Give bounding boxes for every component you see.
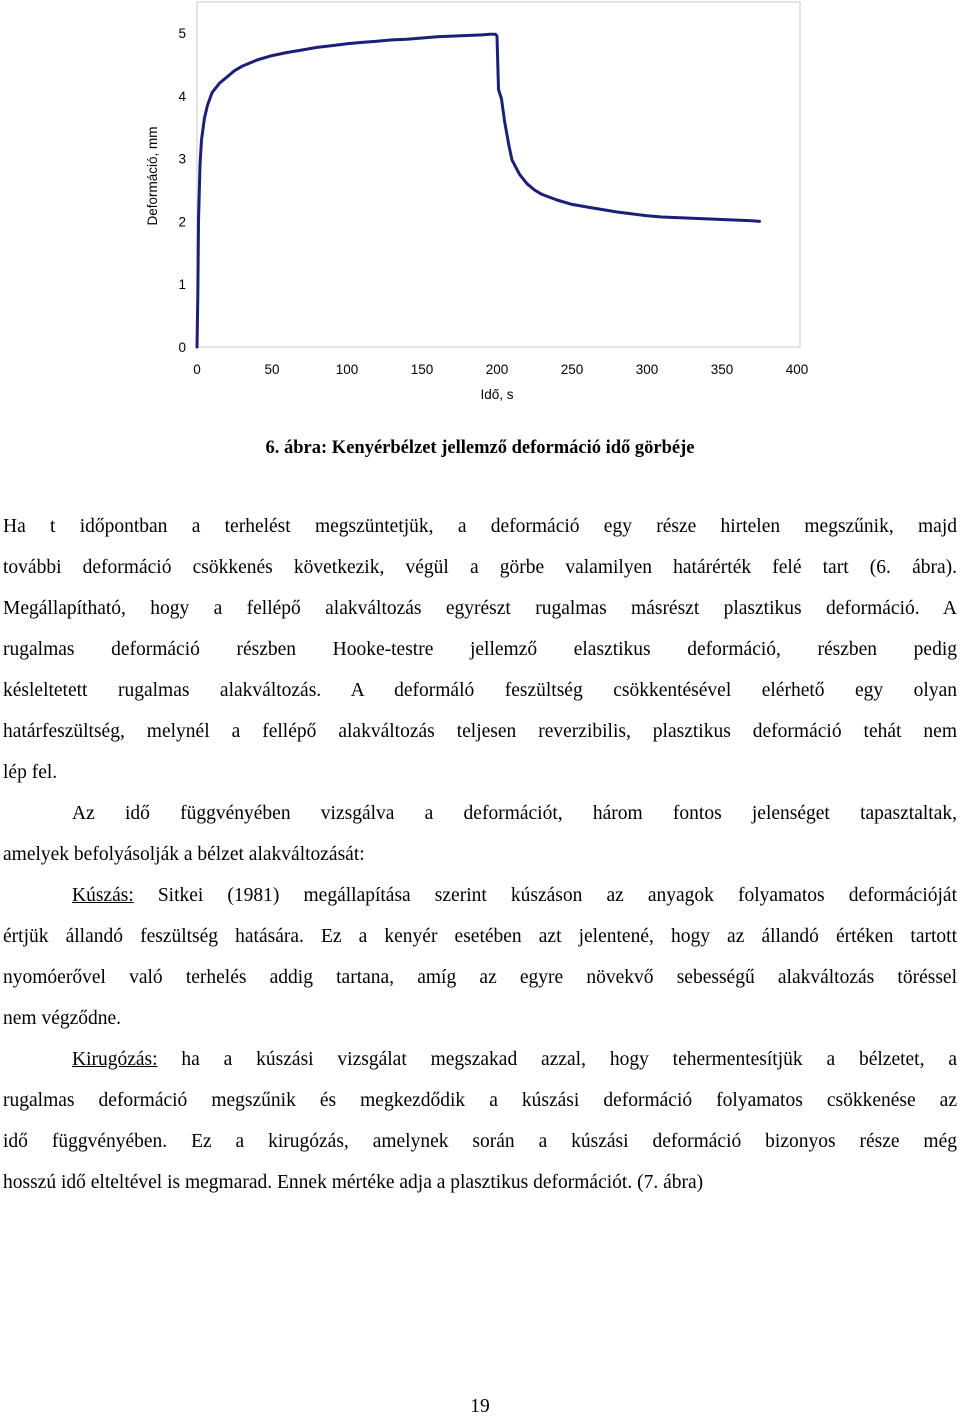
deformation-time-chart bbox=[0, 0, 960, 420]
x-tick-label: 200 bbox=[485, 362, 509, 377]
term-kirugozas: Kirugózás: bbox=[72, 1049, 158, 1070]
text-line: hosszú idő elteltével is megmarad. Ennek mértéke adja a plasztikus deformációt. (7. ábra) bbox=[3, 1172, 704, 1193]
text-line: amelyek befolyásolják a bélzet alakváltozását: bbox=[3, 844, 365, 865]
text-line-kirugozas bbox=[3, 1039, 957, 1080]
text-line: lép fel. bbox=[3, 762, 58, 783]
term-kuszas: Kúszás: bbox=[72, 885, 134, 906]
text-line: értjük állandó feszültség hatására. Ez a kenyér esetében azt jelentené, hogy az állandó értéken tartott bbox=[3, 926, 957, 947]
y-tick-label: 4 bbox=[178, 88, 186, 104]
text-line: késleltetett rugalmas alakváltozás. A deformáló feszültség csökkentésével elérhető egy olyan bbox=[3, 680, 957, 701]
y-tick-label: 3 bbox=[178, 151, 186, 167]
text-line: nyomóerővel való terhelés addig tartana, amíg az egyre növekvő sebességű alakváltozás töréssel bbox=[3, 967, 957, 988]
y-tick-label: 0 bbox=[178, 340, 186, 355]
text-line: Megállapítható, hogy a fellépő alakváltozás egyrészt rugalmas másrészt plasztikus deformáció. A bbox=[3, 598, 957, 619]
text-line: rugalmas deformáció részben Hooke-testre jellemző elasztikus deformáció, részben pedig bbox=[3, 639, 957, 660]
text-line: nem végződne. bbox=[3, 1008, 122, 1029]
text-line: további deformáció csökkenés következik, végül a görbe valamilyen határérték felé tart (6. ábra). bbox=[3, 557, 957, 578]
text-line: határfeszültség, melynél a fellépő alakváltozás teljesen reverzibilis, plasztikus deformáció tehát nem bbox=[3, 721, 957, 742]
text-line-kuszas bbox=[3, 875, 957, 916]
text-span: ha a kúszási vizsgálat megszakad azzal, hogy tehermentesítjük a bélzetet, a bbox=[157, 1049, 957, 1070]
x-tick-label: 350 bbox=[710, 362, 734, 377]
x-tick-label: 0 bbox=[193, 362, 201, 377]
text-line: rugalmas deformáció megszűnik és megkezdődik a kúszási deformáció folyamatos csökkenése az bbox=[3, 1090, 957, 1111]
y-tick-label: 1 bbox=[178, 277, 186, 293]
x-tick-label: 100 bbox=[335, 362, 359, 377]
text-line: idő függvényében. Ez a kirugózás, amelynek során a kúszási deformáció bizonyos része még bbox=[3, 1131, 957, 1152]
x-tick-label: 150 bbox=[410, 362, 434, 377]
x-tick-label: 50 bbox=[264, 362, 280, 377]
series-line bbox=[197, 34, 760, 347]
y-tick-label: 5 bbox=[178, 26, 186, 41]
x-tick-label: 400 bbox=[785, 362, 809, 377]
x-tick-label: 300 bbox=[635, 362, 659, 377]
text-line: Ha t időpontban a terhelést megszüntetjük, a deformáció egy része hirtelen megszűnik, majd bbox=[3, 516, 957, 537]
x-axis-label: Idő, s bbox=[480, 387, 514, 402]
y-tick-label: 2 bbox=[178, 214, 186, 230]
figure-caption: 6. ábra: Kenyérbélzet jellemző deformáció idő görbéje bbox=[265, 438, 695, 458]
text-line: Az idő függvényében vizsgálva a deformációt, három fontos jelenséget tapasztaltak, bbox=[72, 803, 957, 824]
chart-svg bbox=[0, 0, 960, 420]
page-number: 19 bbox=[470, 1396, 490, 1417]
y-axis-label: Deformáció, mm bbox=[145, 126, 160, 226]
x-tick-label: 250 bbox=[560, 362, 584, 377]
text-span: Sitkei (1981) megállapítása szerint kúszáson az anyagok folyamatos deformációját bbox=[133, 885, 957, 906]
body-text bbox=[3, 506, 957, 1203]
